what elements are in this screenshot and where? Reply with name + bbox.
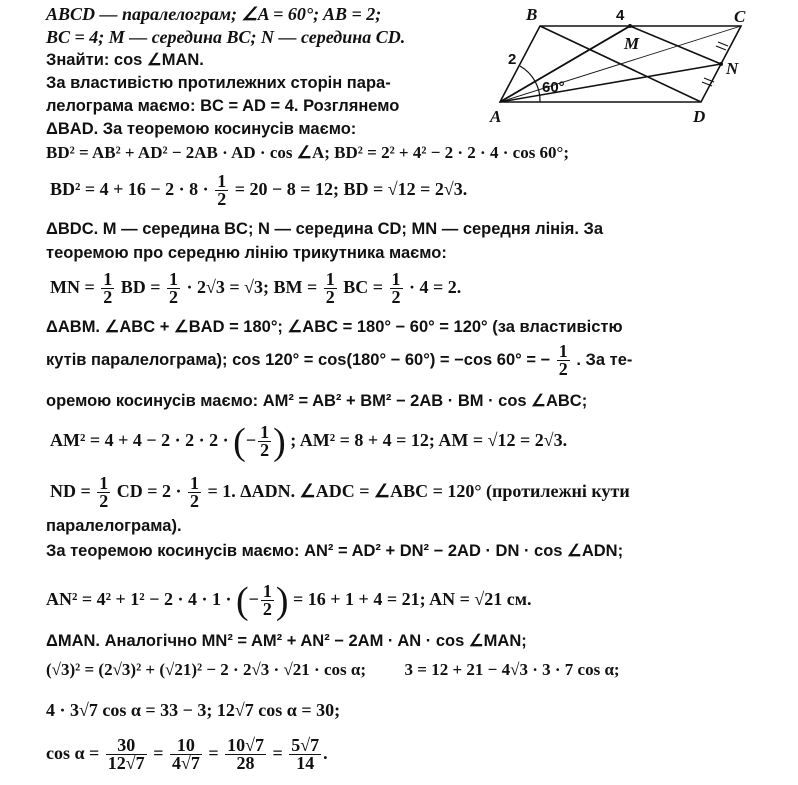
fraction-cos-3 <box>225 737 266 772</box>
solution-line-6: ΔBAD. За теоремою косинусів маємо: <box>46 120 357 138</box>
denominator: 2 <box>260 440 270 461</box>
bm-result: · 4 = 2. <box>409 277 462 297</box>
fraction-half <box>215 173 228 208</box>
bm-bc: BC = <box>343 277 384 297</box>
denominator: 4√7 <box>171 753 200 774</box>
numerator: 1 <box>99 473 109 494</box>
an-result: = 16 + 1 + 4 = 21; AN = √21 см. <box>293 589 532 609</box>
adn-text: = 1. ΔADN. ∠ADC = ∠ABC = 120° (протилежні кути <box>207 481 630 501</box>
problem-line-1: ABCD — паралелограм; ∠A = 60°; AB = 2; <box>46 4 382 24</box>
denominator: 2 <box>325 287 335 308</box>
fraction-cos-1 <box>106 737 147 772</box>
mn-label: MN = <box>50 277 95 297</box>
man-formula-right: 3 = 12 + 21 − 4√3 · 3 · 7 cos α; <box>404 660 620 679</box>
label-c: C <box>734 7 746 26</box>
fraction-half <box>261 583 274 618</box>
denominator: 2 <box>190 491 200 512</box>
solution-line-21 <box>46 660 620 680</box>
label-n: N <box>726 59 739 78</box>
fraction-cos-2 <box>170 737 202 772</box>
am-result: ; AM² = 8 + 4 = 12; AM = √12 = 2√3. <box>290 430 568 450</box>
numerator: 5√7 <box>291 735 320 756</box>
label-d: D <box>693 107 706 126</box>
solution-line-7: BD² = AB² + AD² − 2AB · AD · cos ∠A; BD² = 2² + 4² − 2 · 2 · 4 · cos 60°; <box>46 143 570 162</box>
fraction-half <box>557 343 570 378</box>
solution-line-18: За теоремою косинусів маємо: AN² = AD² + DN² − 2AD · DN · cos ∠ADN; <box>46 542 624 560</box>
denominator: 2 <box>99 491 109 512</box>
fraction-half <box>258 424 271 459</box>
numerator: 1 <box>325 269 335 290</box>
left-paren: ( <box>233 420 246 463</box>
numerator: 1 <box>190 473 200 494</box>
man-formula-left: (√3)² = (2√3)² + (√21)² − 2 · 2√3 · √21 · cos α; <box>46 660 367 679</box>
solution-line-19: AN² = 4² + 1² − 2 · 4 · 1 · (− $\frac{1}{2}$ ) = 16 + 1 + 4 = 21; AN = √21 см. <box>46 579 532 622</box>
solution-line-5: лелограма маємо: BC = AD = 4. Розглянемо <box>46 97 400 115</box>
solution-line-17: паралелограма). <box>46 517 182 535</box>
left-paren: ( <box>235 579 249 622</box>
numerator: 10 <box>176 735 195 756</box>
denominator: 2 <box>391 287 401 308</box>
solution-line-15: AM² = 4 + 4 − 2 · 2 · 2 · (− $\frac{1}{2}$ ) ; AM² = 8 + 4 = 12; AM = √12 = 2√3. <box>50 420 568 463</box>
numerator: 30 <box>117 735 136 756</box>
label-ab-length: 2 <box>508 51 517 68</box>
numerator: 10√7 <box>227 735 264 756</box>
right-paren: ) <box>275 579 289 622</box>
mn-bd: BD = <box>120 277 161 297</box>
fraction-half <box>167 271 180 306</box>
solution-line-4: За властивістю протилежних сторін пара- <box>46 74 391 92</box>
parallelogram-figure <box>488 2 793 127</box>
label-bm-length: 4 <box>616 7 625 24</box>
numerator: 1 <box>260 422 270 443</box>
solution-line-20: ΔMAN. Аналогічно MN² = AM² + AN² − 2AM · AN · cos ∠MAN; <box>46 632 527 650</box>
solution-line-14: оремою косинусів маємо: AM² = AB² + BM² − 2AB · BM · cos ∠ABC; <box>46 392 588 410</box>
bd-formula-a: BD² = 4 + 16 − 2 · 8 · <box>50 179 209 199</box>
numerator: 1 <box>217 171 227 192</box>
denominator: 28 <box>225 754 266 772</box>
numerator: 1 <box>103 269 113 290</box>
continuation-text: . За те- <box>576 351 633 369</box>
cos120-text: кутів паралелограма); cos 120° = cos(180° − 60°) = −cos 60° = − <box>46 351 551 369</box>
numerator: 1 <box>169 269 179 290</box>
fraction-half <box>390 271 403 306</box>
denominator: 2 <box>169 287 179 308</box>
cos-alpha-label: cos α = <box>46 743 100 763</box>
mn-result: · 2√3 = √3; BM = <box>186 277 318 297</box>
numerator: 1 <box>262 581 272 602</box>
denominator: 2 <box>558 359 568 380</box>
denominator: 2 <box>103 287 113 308</box>
solution-line-11 <box>50 268 461 306</box>
bd-formula-b: = 20 − 8 = 12; BD = √12 = 2√3. <box>234 179 468 199</box>
label-b: B <box>526 5 538 24</box>
label-a: A <box>490 107 502 126</box>
numerator: 1 <box>558 341 568 362</box>
denominator: 12√7 <box>107 753 145 774</box>
solution-line-12: ΔABM. ∠ABC + ∠BAD = 180°; ∠ABC = 180° − 60° = 120° (за властивістю <box>46 318 623 336</box>
diagonal-ac <box>500 26 741 102</box>
fraction-cos-4 <box>289 737 321 772</box>
fraction-half <box>101 271 114 306</box>
fraction-half <box>97 475 110 510</box>
solution-line-13 <box>46 340 632 380</box>
denominator: 14 <box>289 754 321 772</box>
label-m: M <box>624 34 640 53</box>
solution-line-23: cos α = $\frac{30}{12√7}$ = $\frac{10}{4√7}$ = $\frac{10√7}{28}$ = $\frac{5√7}{14}$ . <box>46 735 328 774</box>
solution-line-9: ΔBDC. M — середина BC; N — середина CD; MN — середня лінія. За <box>46 220 604 238</box>
solution-line-16 <box>50 472 630 510</box>
am-formula: AM² = 4 + 4 − 2 · 2 · 2 · <box>50 430 229 450</box>
numerator: 1 <box>391 269 401 290</box>
segment-mn <box>630 26 721 64</box>
nd-cd: CD = 2 · <box>116 481 182 501</box>
fraction-half <box>188 475 201 510</box>
denominator: 2 <box>262 599 272 620</box>
nd-label: ND = <box>50 481 91 501</box>
solution-line-22: 4 · 3√7 cos α = 33 − 3; 12√7 cos α = 30; <box>46 700 341 720</box>
label-angle-60: 60° <box>542 79 565 96</box>
problem-line-2: BC = 4; M — середина BC; N — середина CD. <box>46 27 406 47</box>
right-paren: ) <box>273 420 286 463</box>
problem-line-3: Знайти: cos ∠MAN. <box>46 51 204 69</box>
solution-line-8 <box>50 171 468 210</box>
an-formula: AN² = 4² + 1² − 2 · 4 · 1 · <box>46 589 232 609</box>
denominator: 2 <box>217 189 227 210</box>
solution-line-10: теоремою про середню лінію трикутника маємо: <box>46 244 447 262</box>
fraction-half <box>324 271 337 306</box>
